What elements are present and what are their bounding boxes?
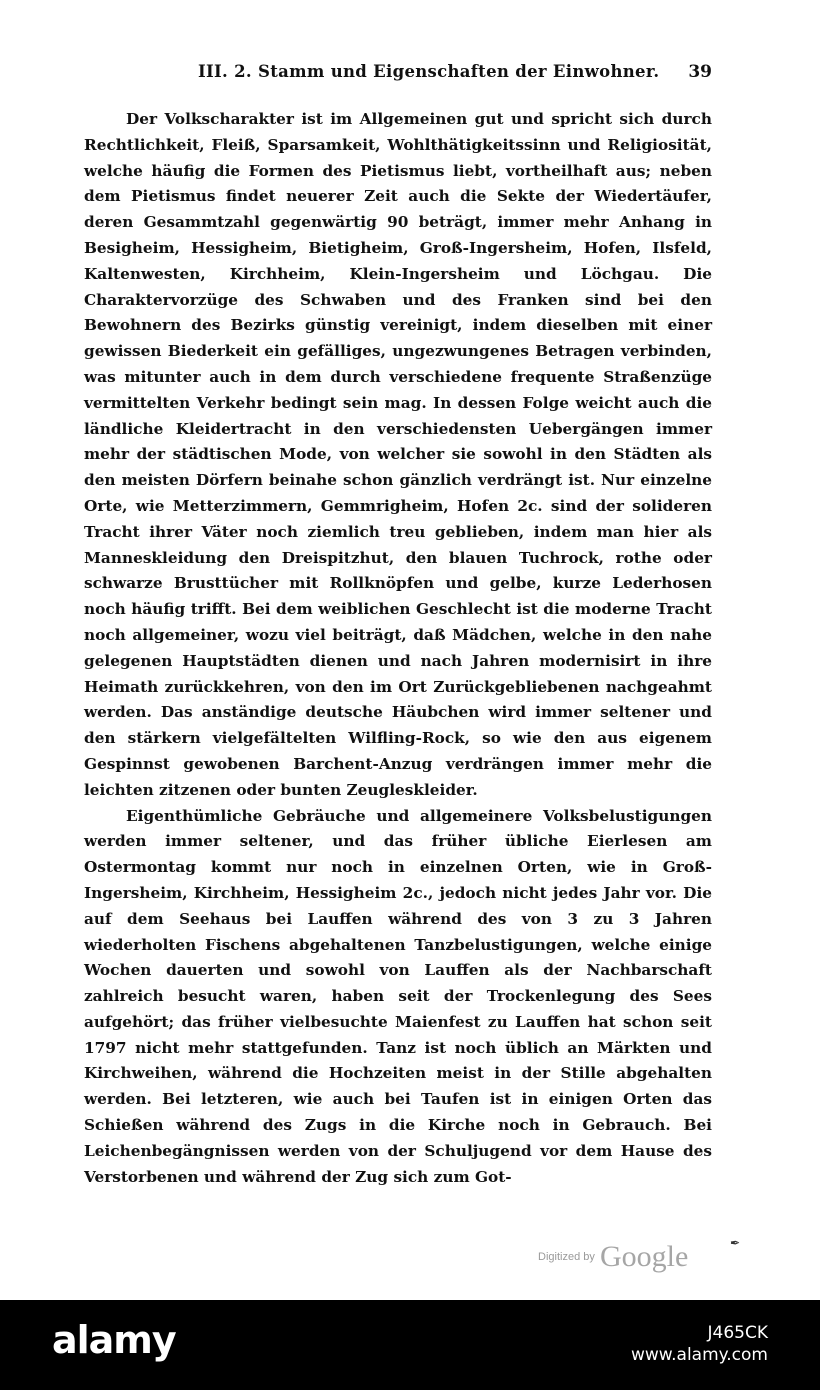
site-url: www.alamy.com [630,1345,768,1365]
alamy-logo: alamy [52,1318,176,1362]
stock-watermark-bar [0,1300,820,1390]
page-number: 39 [688,62,712,82]
google-logo: Google [599,1240,689,1273]
running-header [84,62,712,90]
header-title: III. 2. Stamm und Eigenschaften der Einwohner. [198,62,660,81]
paragraph-volkscharakter: Der Volkscharakter ist im Allgemeinen gut und spricht sich durch Rechtlichkeit, Fleiß, Sparsamkeit, Wohlthätigkeitssinn und Religiosität, welche häufig die Formen des Pietismus liebt, vortheilhaft aus; neben dem Pietismus findet neuerer Zeit auch die Sekte der Wiedertäufer, deren Gesammtzahl gegenwärtig 90 beträgt, immer mehr Anhang in Besigheim, Hessigheim, Bietigheim, Groß-Ingersheim, Hofen, Ilsfeld, Kaltenwesten, Kirchheim, Klein-Ingersheim und Löchgau. Die Charaktervorzüge des Schwaben und des Franken sind bei den Bewohnern des Bezirks günstig vereinigt, indem dieselben mit einer gewissen Biederkeit ein gefälliges, ungezwungenes Betragen verbinden, was mitunter auch in dem durch verschiedene frequente Straßenzüge vermittelten Verkehr bedingt sein mag. In dessen Folge weicht auch die ländliche Kleidertracht in den verschiedensten Uebergängen immer mehr der städtischen Mode, von welcher sie sowohl in den Städten als den meisten Dörfern beinahe schon gänzlich verdrängt ist. Nur einzelne Orte, wie Metterzimmern, Gemmrigheim, Hofen 2c. sind der solideren Tracht ihrer Väter noch ziemlich treu geblieben, indem man hier als Manneskleidung den Dreispitzhut, den blauen Tuchrock, rothe oder schwarze Brusttücher mit Rollknöpfen und gelbe, kurze Lederhosen noch häufig trifft. Bei dem weiblichen Geschlecht ist die moderne Tracht noch allgemeiner, wozu viel beiträgt, daß Mädchen, welche in den nahe gelegenen Hauptstädten dienen und nach Jahren modernisirt in ihre Heimath zurückkehren, von den im Ort Zurückgebliebenen nachgeahmt werden. Das anständige deutsche Häubchen wird immer seltener und den stärkern vielgefältelten Wilfling-Rock, so wie den aus eigenem Gespinnst gewobenen Barchent-Anzug verdrängen immer mehr die leichten zitzenen oder bunten Zeugleskleider. [84,110,712,799]
scan-mark-icon: ✒ [730,1236,741,1250]
digitized-label: Digitized by [538,1251,595,1263]
paragraph-gebraeuche: Eigenthümliche Gebräuche und allgemeinere Volksbelustigungen werden immer seltener, und das früher übliche Eierlesen am Ostermontag kommt nur noch in einzelnen Orten, wie in Groß-Ingersheim, Kirchheim, Hessigheim 2c., jedoch nicht jedes Jahr vor. Die auf dem Seehaus bei Lauffen während des von 3 zu 3 Jahren wiederholten Fischens abgehaltenen Tanzbelustigungen, welche einige Wochen dauerten und sowohl von Lauffen als der Nachbarschaft zahlreich besucht waren, haben seit der Trockenlegung des Sees aufgehört; das früher vielbesuchte Maienfest zu Lauffen hat schon seit 1797 nicht mehr stattgefunden. Tanz ist noch üblich an Märkten und Kirchweihen, während die Hochzeiten meist in der Stille abgehalten werden. Bei letzteren, wie auch bei Taufen ist in einigen Orten das Schießen während des Zugs in die Kirche noch in Gebrauch. Bei Leichenbegängnissen werden von der Schuljugend vor dem Hause des Verstorbenen und während der Zug sich zum Got- [84,806,712,1186]
watermark-info [631,1322,768,1366]
image-id: J465CK [707,1323,768,1343]
digitized-by-google [538,1240,688,1276]
body-text [84,107,712,1190]
